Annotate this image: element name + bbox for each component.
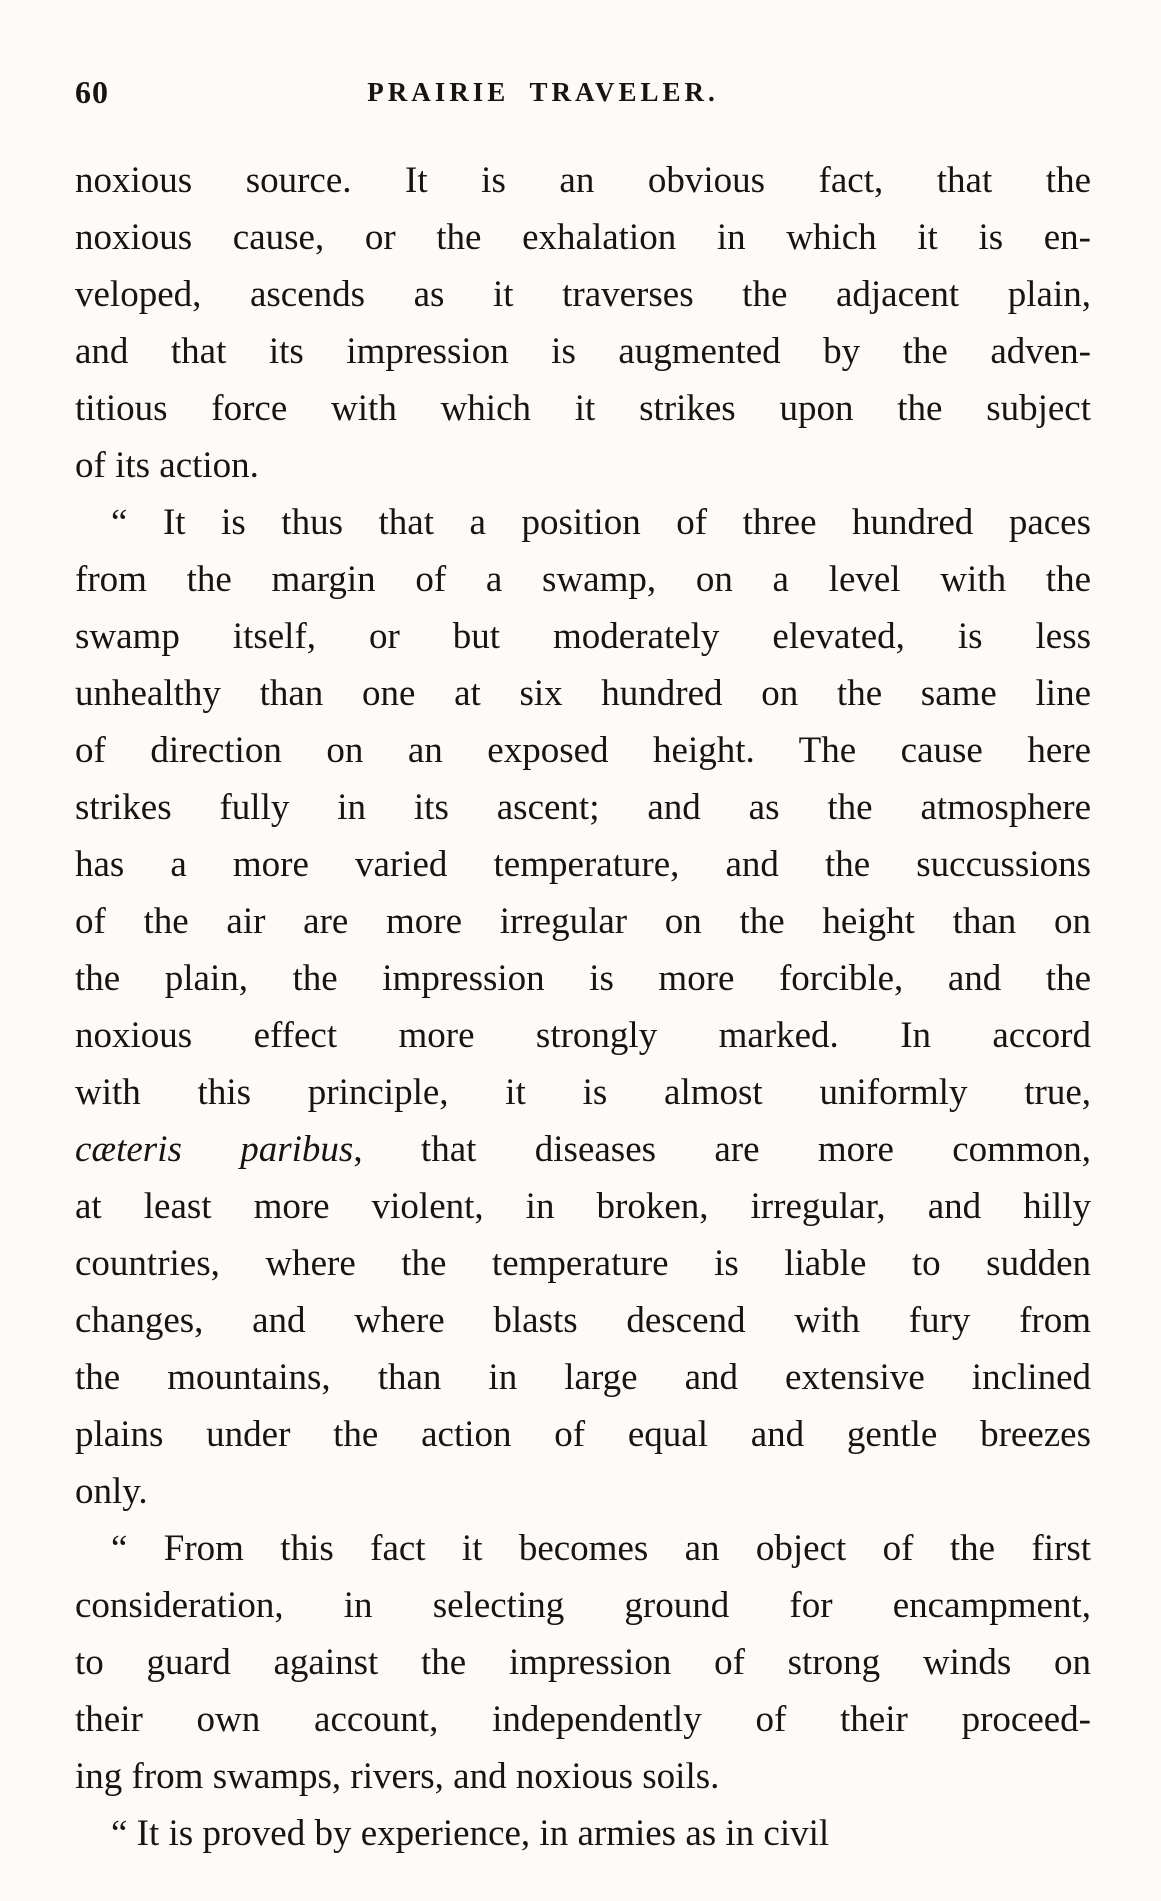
text-line: unhealthy than one at six hundred on the same line xyxy=(75,673,1091,714)
text-line: “ It is thus that a position of three hundred paces xyxy=(111,502,1091,543)
text-line: titious force with which it strikes upon the subject xyxy=(75,388,1091,429)
paragraph xyxy=(75,494,1091,1520)
text-line: at least more violent, in broken, irregular, and hilly xyxy=(75,1186,1091,1227)
text-line: ing from swamps, rivers, and noxious soils. xyxy=(75,1756,720,1797)
text-line: “ It is proved by experience, in armies as in civil xyxy=(111,1813,830,1854)
text-line: veloped, ascends as it traverses the adjacent plain, xyxy=(75,274,1091,315)
text-line: consideration, in selecting ground for encampment, xyxy=(75,1585,1091,1626)
paragraph xyxy=(75,152,1091,494)
paragraph xyxy=(75,1520,1091,1805)
page-body xyxy=(75,152,1091,1862)
text-line: plains under the action of equal and gentle breezes xyxy=(75,1414,1091,1455)
text-line: noxious cause, or the exhalation in which it is en- xyxy=(75,217,1091,258)
text-line: has a more varied temperature, and the succussions xyxy=(75,844,1091,885)
page-number: 60 xyxy=(75,74,109,110)
text-line: noxious source. It is an obvious fact, that the xyxy=(75,160,1091,201)
text-segment: , that diseases are more common, xyxy=(353,1129,1091,1170)
text-line: of the air are more irregular on the height than on xyxy=(75,901,1091,942)
text-line: only. xyxy=(75,1471,148,1512)
text-line: of its action. xyxy=(75,445,259,486)
text-line: swamp itself, or but moderately elevated, is less xyxy=(75,616,1091,657)
running-title: PRAIRIE TRAVELER. xyxy=(367,77,719,107)
text-line: the mountains, than in large and extensive inclined xyxy=(75,1357,1091,1398)
text-line: from the margin of a swamp, on a level with the xyxy=(75,559,1091,600)
text-line: of direction on an exposed height. The cause here xyxy=(75,730,1091,771)
text-line: their own account, independently of their proceed- xyxy=(75,1699,1091,1740)
text-line: strikes fully in its ascent; and as the atmosphere xyxy=(75,787,1091,828)
paragraph xyxy=(75,1805,1091,1862)
text-line: countries, where the temperature is liable to sudden xyxy=(75,1243,1091,1284)
text-line: and that its impression is augmented by the adven- xyxy=(75,331,1091,372)
text-line: noxious effect more strongly marked. In accord xyxy=(75,1015,1091,1056)
text-line: the plain, the impression is more forcible, and the xyxy=(75,958,1091,999)
text-line xyxy=(75,1121,1091,1178)
page-header xyxy=(75,74,1091,116)
text-line: with this principle, it is almost uniformly true, xyxy=(75,1072,1091,1113)
text-line: changes, and where blasts descend with fury from xyxy=(75,1300,1091,1341)
text-line: “ From this fact it becomes an object of the first xyxy=(111,1528,1091,1569)
text-line: to guard against the impression of strong winds on xyxy=(75,1642,1091,1683)
italic-text: cæteris paribus xyxy=(75,1129,354,1170)
